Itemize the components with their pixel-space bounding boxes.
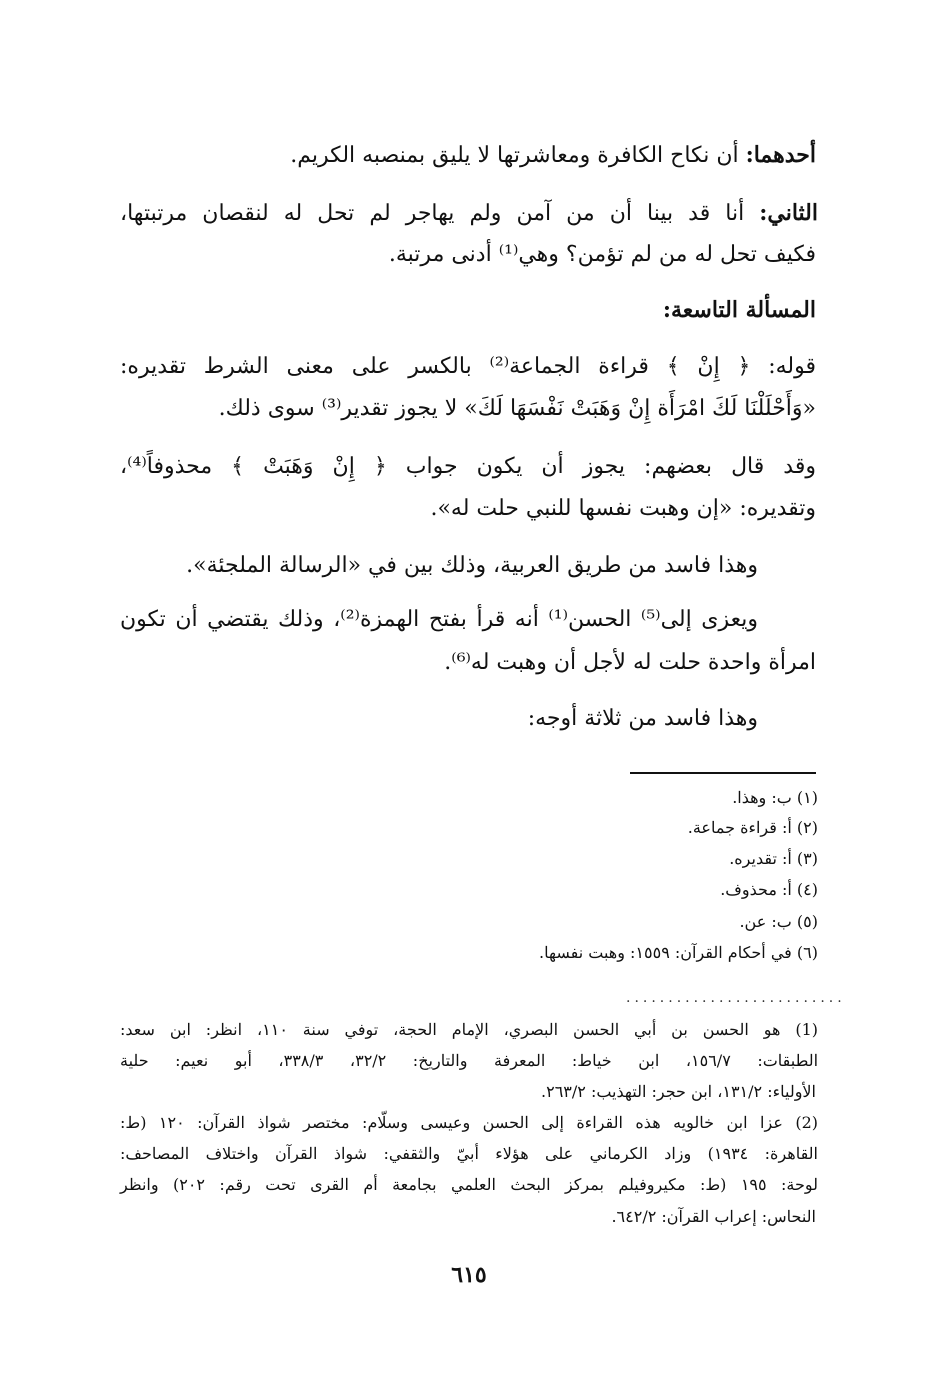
editor-note-2-line-4: النحاس: إعراب القرآن: ٦٤٢/٢. [611, 1207, 816, 1226]
paragraph-hasan-line-1: ويعزى إلى⁽⁵⁾ الحسن⁽¹⁾ أنه قرأ بفتح الهمزة⁽²⁾، وذلك يقتضي أن تكون [120, 607, 758, 632]
variant-note-6: (٦) في أحكام القرآن: ١٥٥٩: وهبت نفسها. [539, 943, 818, 962]
paragraph-answer-line-1: وقد قال بعضهم: يجوز أن يكون جواب ﴿ إِنْ وَهَبَتْ ﴾ محذوفاً⁽⁴⁾، [120, 454, 816, 479]
variant-note-4: (٤) أ: محذوف. [720, 880, 818, 899]
paragraph-three-aspects: وهذا فاسد من ثلاثة أوجه: [527, 706, 758, 731]
paragraph-answer-line-2: وتقديره: «إن وهبت نفسها للنبي حلت له». [430, 496, 816, 521]
first-reason-text: أن نكاح الكافرة ومعاشرتها لا يليق بمنصبه الكريم. [290, 143, 739, 168]
page-number: ٦١٥ [451, 1262, 487, 1288]
editor-note-1-line-3: الأولياء: ١٣١/٢، ابن حجر: التهذيب: ٢٦٣/٢. [541, 1082, 816, 1101]
editor-note-2-line-3: لوحة: ١٩٥ (ط: مكيروفيلم بمركز البحث العلمي بجامعة أم القرى تحت رقم: ٢٠٢) وانظر [120, 1175, 819, 1194]
paragraph-reading-line-1: قوله: ﴿ إِنْ ﴾ قراءة الجماعة⁽²⁾ بالكسر على معنى الشرط تقديره: [120, 354, 816, 379]
section-heading: المسألة التاسعة: [662, 297, 816, 323]
variant-note-3: (٣) أ: تقديره. [729, 849, 818, 868]
second-reason-text: أنا قد بينا أن من آمن ولم يهاجر لم تحل له لنقصان مرتبتها، [120, 201, 745, 226]
paragraph-first-reason [290, 140, 816, 171]
editor-note-1-line-1: (1) هو الحسن بن أبي الحسن البصري، الإمام الحجة، توفي سنة ١١٠، انظر: ابن سعد: [120, 1020, 819, 1039]
variant-note-1: (١) ب: وهذا. [732, 788, 818, 807]
editor-note-2-line-2: القاهرة: ١٩٣٤) وزاد الكرماني على هؤلاء أبيّ والثقفي: شواذ القرآن واختلاف المصاحف: [120, 1144, 818, 1163]
paragraph-second-reason-line-2: فكيف تحل له من لم تؤمن؟ وهي⁽¹⁾ أدنى مرتبة. [388, 242, 816, 267]
variant-note-5: (٥) ب: عن. [739, 912, 818, 931]
editor-note-1-line-2: الطبقات: ١٥٦/٧، ابن خياط: المعرفة والتاريخ: ٣٢/٢، ٣٣٨/٣، أبو نعيم: حلية [120, 1051, 819, 1070]
paragraph-hasan-line-2: امرأة واحدة حلت له لأجل أن وهبت له⁽⁶⁾. [444, 650, 816, 675]
paragraph-invalid-arabic: وهذا فاسد من طريق العربية، وذلك بين في «الرسالة الملجئة». [186, 553, 758, 578]
editor-note-2-line-1: (2) عزا ابن خالويه هذه القراءة إلى الحسن وعيسى وسلّام: مختصر شواذ القرآن: ١٢٠ (ط: [120, 1113, 819, 1132]
variant-note-2: (٢) أ: قراءة جماعة. [687, 818, 818, 837]
first-reason-label: أحدهما: [745, 142, 816, 168]
paragraph-reading-line-2: «وَأَحْلَلْنَا لَكَ امْرَأَة إِنْ وَهَبَتْ نَفْسَهَا لَكَ» لا يجوز تقدير⁽³⁾ سوى ذلك. [218, 396, 816, 421]
footnote-separator [630, 772, 816, 774]
second-reason-label: الثاني: [759, 200, 818, 226]
dotted-separator: .......................... [626, 990, 846, 1006]
paragraph-second-reason-line-1 [120, 198, 818, 229]
